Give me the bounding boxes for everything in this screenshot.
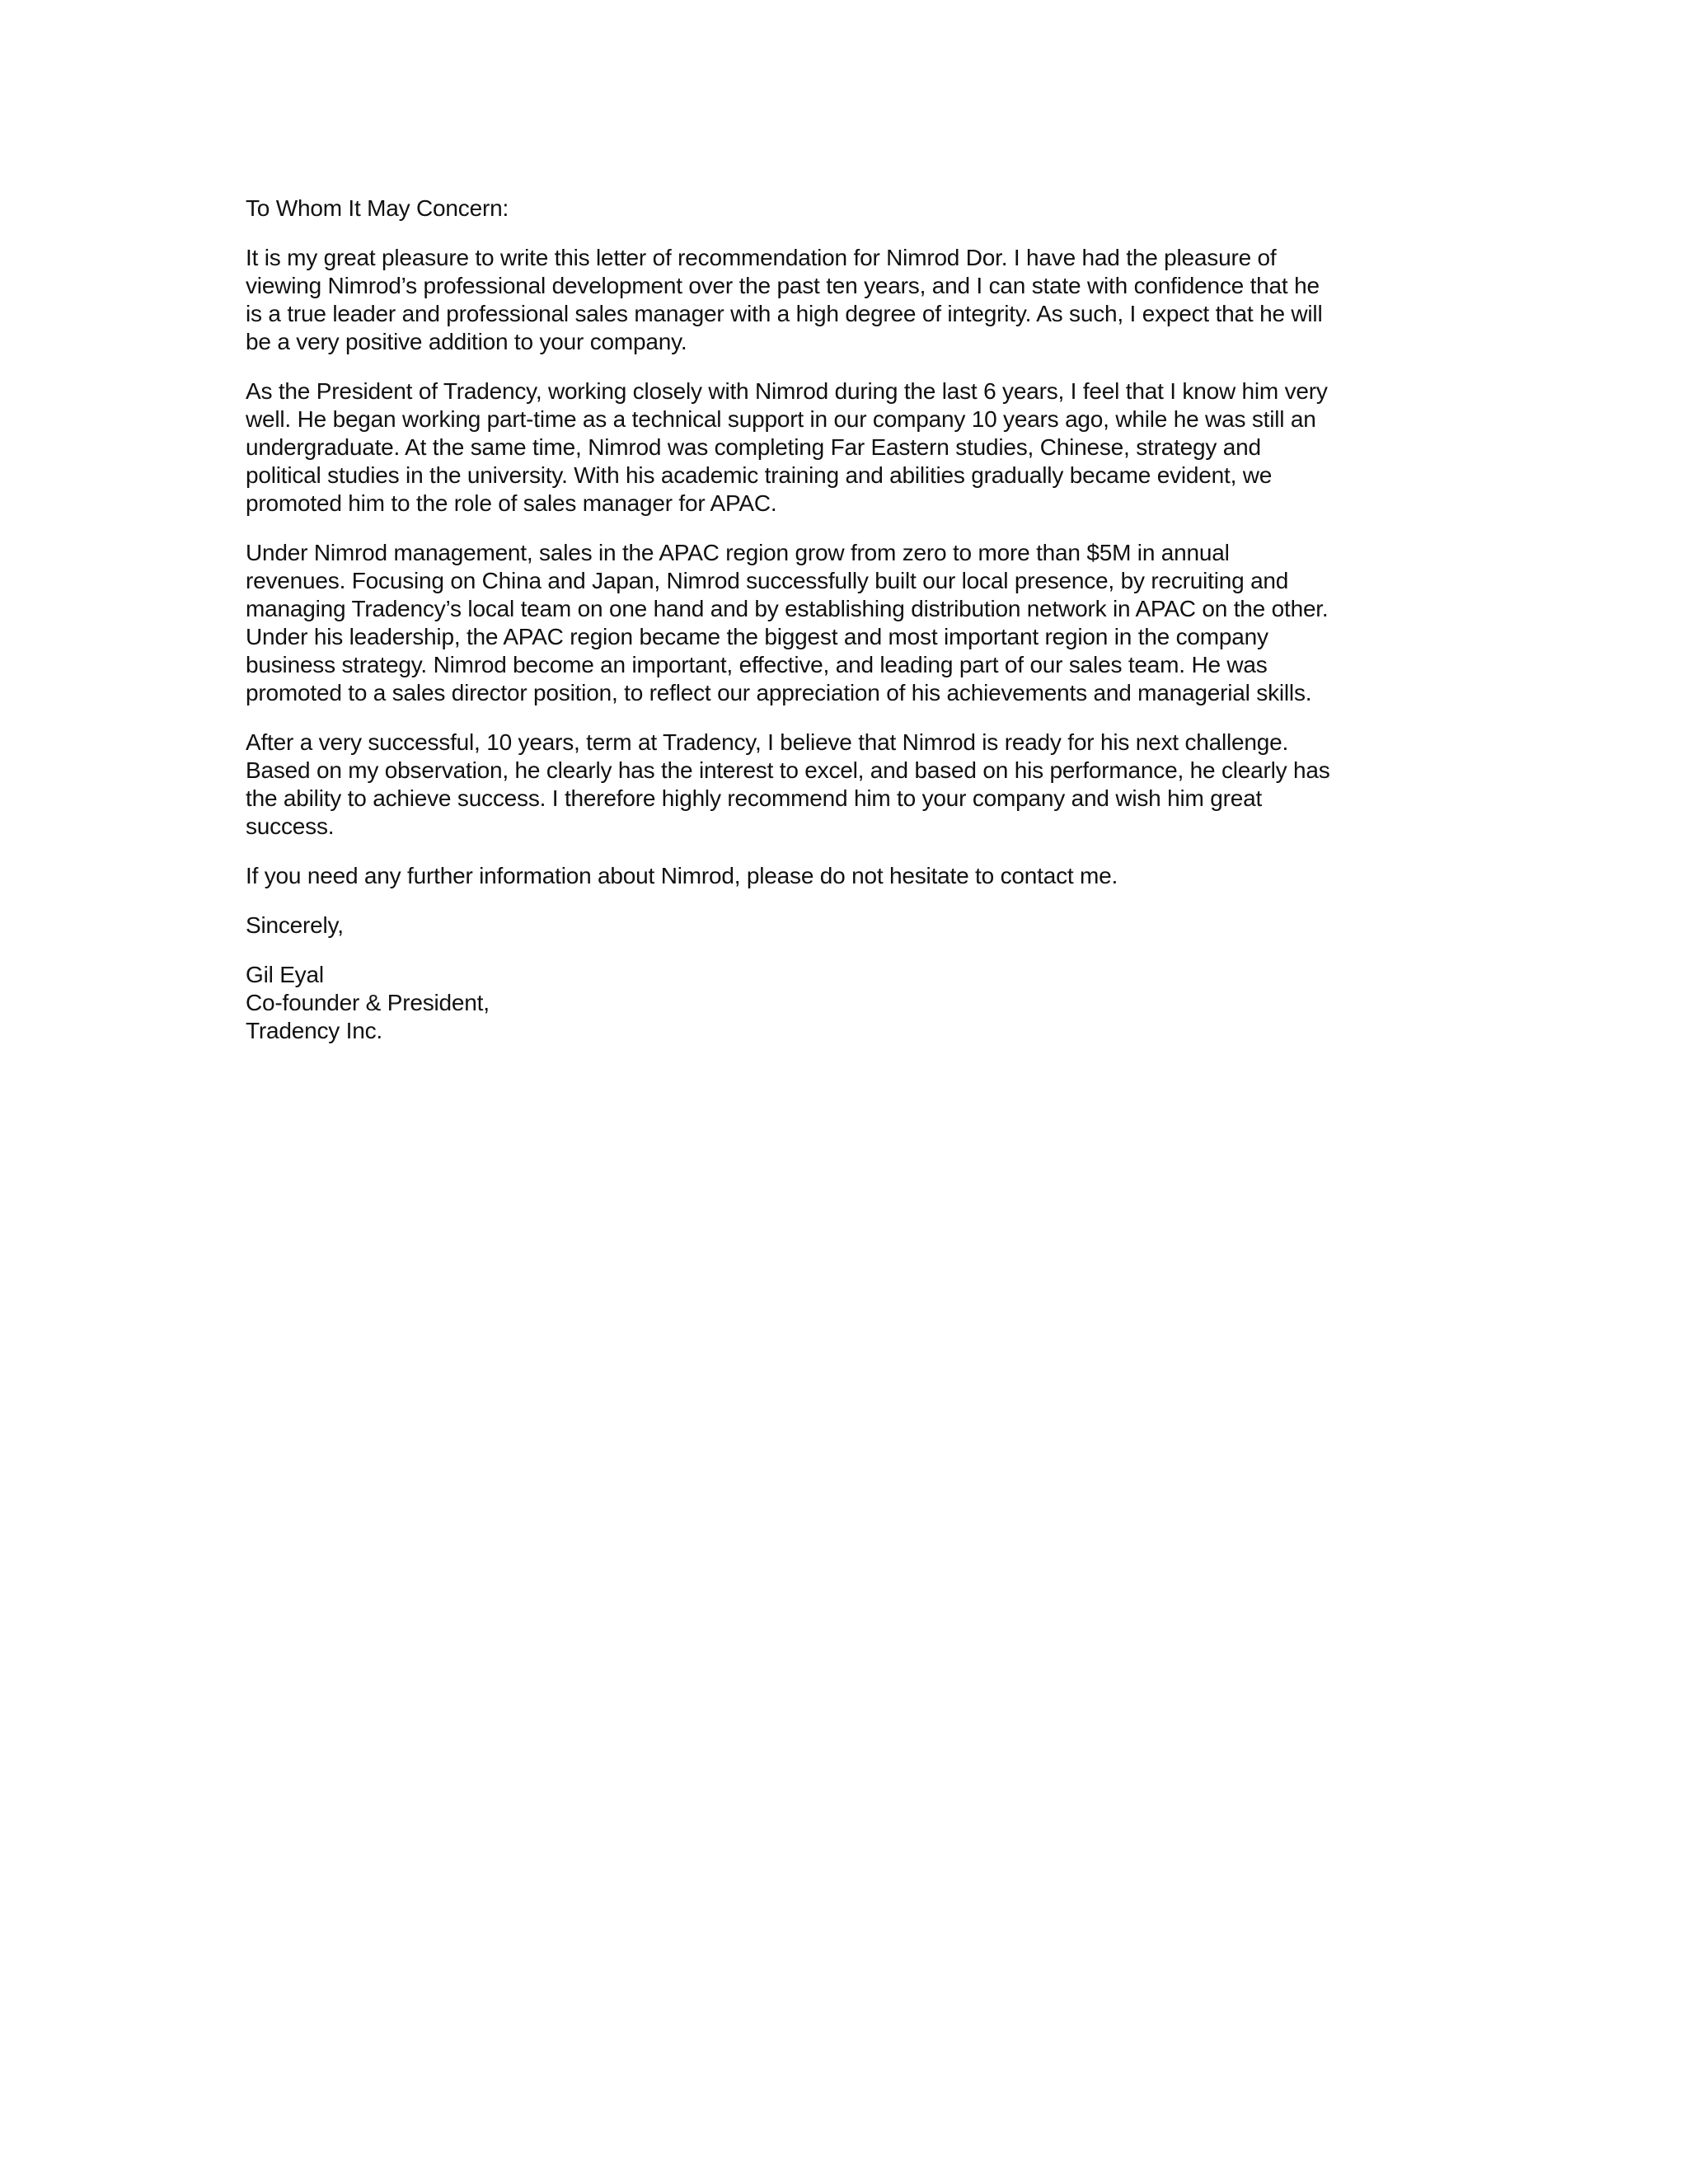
paragraph-1-line-4: be a very positive addition to your company. xyxy=(246,329,687,354)
paragraph-3 xyxy=(246,539,1442,707)
signature-company: Tradency Inc. xyxy=(246,1018,382,1043)
paragraph-4 xyxy=(246,729,1442,841)
paragraph-2-line-5: promoted him to the role of sales manager for APAC. xyxy=(246,490,777,516)
paragraph-2 xyxy=(246,377,1442,518)
paragraph-2-line-3: undergraduate. At the same time, Nimrod was completing Far Eastern studies, Chinese, strategy and xyxy=(246,434,1261,460)
paragraph-3-line-4: Under his leadership, the APAC region became the biggest and most important region in the company xyxy=(246,624,1268,649)
paragraph-5 xyxy=(246,862,1442,890)
paragraph-4-line-4: success. xyxy=(246,813,335,839)
paragraph-4-line-1: After a very successful, 10 years, term at Tradency, I believe that Nimrod is ready for his next challenge. xyxy=(246,729,1289,755)
salutation: To Whom It May Concern: xyxy=(246,195,509,221)
paragraph-1-line-2: viewing Nimrod’s professional development over the past ten years, and I can state with confidence that he xyxy=(246,273,1320,298)
recommendation-letter xyxy=(246,194,1442,1045)
paragraph-2-line-4: political studies in the university. With his academic training and abilities gradually became evident, we xyxy=(246,462,1273,488)
signature-block xyxy=(246,961,1442,1045)
paragraph-1-line-1: It is my great pleasure to write this letter of recommendation for Nimrod Dor. I have had the pleasure of xyxy=(246,245,1277,270)
paragraph-1 xyxy=(246,244,1442,356)
paragraph-1-line-3: is a true leader and professional sales manager with a high degree of integrity. As such, I expect that he will xyxy=(246,301,1323,326)
closing: Sincerely, xyxy=(246,912,344,938)
paragraph-3-line-2: revenues. Focusing on China and Japan, Nimrod successfully built our local presence, by recruiting and xyxy=(246,568,1289,593)
paragraph-4-line-2: Based on my observation, he clearly has the interest to excel, and based on his performance, he clearly has xyxy=(246,757,1330,783)
signature-name: Gil Eyal xyxy=(246,962,324,987)
paragraph-3-line-5: business strategy. Nimrod become an important, effective, and leading part of our sales team. He was xyxy=(246,652,1268,677)
paragraph-3-line-6: promoted to a sales director position, to reflect our appreciation of his achievements and managerial skills. xyxy=(246,680,1312,705)
paragraph-4-line-3: the ability to achieve success. I therefore highly recommend him to your company and wish him great xyxy=(246,785,1263,811)
paragraph-2-line-2: well. He began working part-time as a technical support in our company 10 years ago, while he was still an xyxy=(246,406,1316,432)
paragraph-3-line-1: Under Nimrod management, sales in the APAC region grow from zero to more than $5M in annual xyxy=(246,540,1230,565)
paragraph-3-line-3: managing Tradency’s local team on one hand and by establishing distribution network in APAC on the other. xyxy=(246,596,1329,621)
signature-title: Co-founder & President, xyxy=(246,990,490,1015)
paragraph-5-line-1: If you need any further information about Nimrod, please do not hesitate to contact me. xyxy=(246,863,1118,888)
paragraph-2-line-1: As the President of Tradency, working closely with Nimrod during the last 6 years, I feel that I know him very xyxy=(246,378,1328,404)
